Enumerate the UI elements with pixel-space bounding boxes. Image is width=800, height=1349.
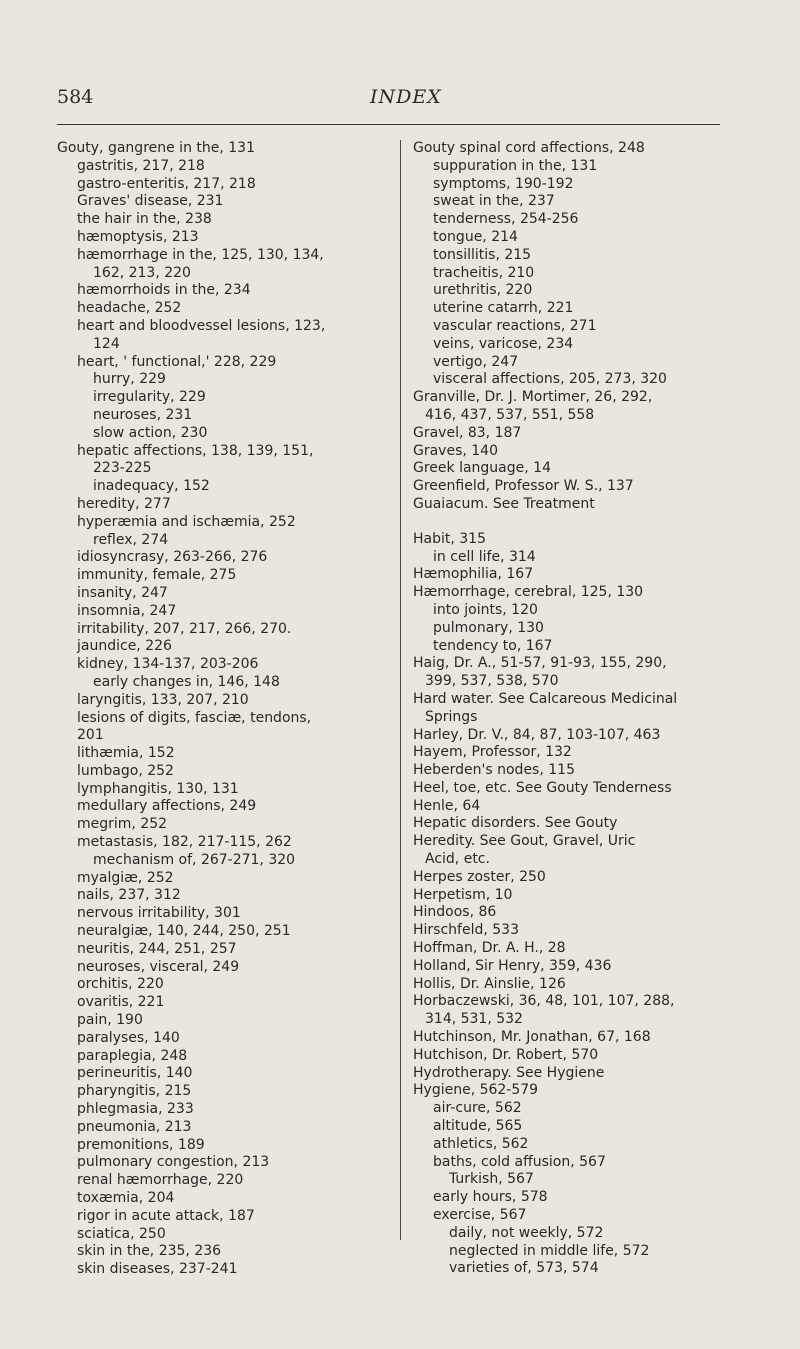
index-subentry: Springs	[425, 708, 478, 725]
index-subentry: neglected in middle life, 572	[449, 1242, 650, 1259]
index-subentry: tongue, 214	[433, 228, 518, 245]
index-subentry: air-cure, 562	[433, 1100, 522, 1117]
index-subentry: kidney, 134-137, 203-206	[77, 656, 259, 673]
index-subentry: in cell life, 314	[433, 548, 536, 565]
index-subentry: phlegmasia, 233	[77, 1101, 194, 1118]
index-subentry: hepatic affections, 138, 139, 151,	[77, 442, 314, 459]
index-subentry: paralyses, 140	[77, 1029, 180, 1046]
index-subentry: vascular reactions, 271	[433, 317, 597, 334]
index-entry: Hæmophilia, 167	[413, 566, 534, 583]
index-subentry: heredity, 277	[77, 495, 171, 512]
index-subentry: headache, 252	[77, 300, 182, 317]
index-subentry: immunity, female, 275	[77, 567, 237, 584]
index-column-left	[57, 140, 397, 1279]
index-subentry: pharyngitis, 215	[77, 1083, 192, 1100]
index-subentry: visceral affections, 205, 273, 320	[433, 371, 667, 388]
index-subentry: jaundice, 226	[77, 638, 172, 655]
index-subentry: varieties of, 573, 574	[449, 1260, 599, 1277]
index-entry: Hutchinson, Mr. Jonathan, 67, 168	[413, 1029, 651, 1046]
index-subentry: skin in the, 235, 236	[77, 1243, 222, 1260]
index-entry: Heberden's nodes, 115	[413, 762, 575, 779]
index-subentry: altitude, 565	[433, 1118, 523, 1135]
index-subentry: neuritis, 244, 251, 257	[77, 940, 237, 957]
index-subentry: daily, not weekly, 572	[449, 1224, 604, 1241]
index-subentry: suppuration in the, 131	[433, 157, 598, 174]
index-subentry: neuralgiæ, 140, 244, 250, 251	[77, 923, 291, 940]
index-entry: Herpetism, 10	[413, 886, 513, 903]
index-subentry: neuroses, visceral, 249	[77, 958, 240, 975]
index-subentry: heart and bloodvessel lesions, 123,	[77, 317, 326, 334]
index-subentry: tenderness, 254-256	[433, 211, 579, 228]
index-subentry: nervous irritability, 301	[77, 905, 241, 922]
index-subentry: vertigo, 247	[433, 353, 519, 370]
index-subentry: veins, varicose, 234	[433, 335, 574, 352]
index-entry: Holland, Sir Henry, 359, 436	[413, 957, 612, 974]
index-entry: Horbaczewski, 36, 48, 101, 107, 288,	[413, 993, 675, 1010]
index-subentry: heart, ' functional,' 228, 229	[77, 353, 277, 370]
index-entry: Hygiene, 562-579	[413, 1082, 539, 1099]
index-subentry: sciatica, 250	[77, 1225, 166, 1242]
index-subentry: hyperæmia and ischæmia, 252	[77, 513, 296, 530]
index-subentry: 124	[93, 335, 120, 352]
index-subentry: athletics, 562	[433, 1135, 529, 1152]
index-subentry: insomnia, 247	[77, 602, 177, 619]
index-entry: Hindoos, 86	[413, 904, 497, 921]
index-subentry: baths, cold affusion, 567	[433, 1153, 606, 1170]
index-subentry: 314, 531, 532	[425, 1011, 523, 1028]
index-subentry: toxæmia, 204	[77, 1190, 175, 1207]
page-title: INDEX	[370, 86, 442, 108]
index-subentry: insanity, 247	[77, 584, 168, 601]
index-subentry: orchitis, 220	[77, 976, 164, 993]
index-subentry: hæmorrhage in the, 125, 130, 134,	[77, 246, 324, 263]
index-entry: Hoffman, Dr. A. H., 28	[413, 940, 566, 957]
index-subentry: lesions of digits, fasciæ, tendons,	[77, 709, 312, 726]
index-subentry: medullary affections, 249	[77, 798, 257, 815]
index-subentry: megrim, 252	[77, 816, 168, 833]
index-subentry: pain, 190	[77, 1012, 143, 1029]
index-entry: Gouty, gangrene in the, 131	[57, 140, 255, 156]
index-subentry: Graves' disease, 231	[77, 193, 224, 210]
index-subentry: 201	[77, 727, 104, 744]
index-subentry: mechanism of, 267-271, 320	[93, 851, 296, 868]
index-subentry: irritability, 207, 217, 266, 270.	[77, 620, 292, 637]
index-subentry: gastro-enteritis, 217, 218	[77, 175, 256, 192]
index-subentry: nails, 237, 312	[77, 887, 181, 904]
index-subentry: pneumonia, 213	[77, 1118, 192, 1135]
index-entry: Heredity. See Gout, Gravel, Uric	[413, 833, 636, 850]
index-subentry: slow action, 230	[93, 424, 208, 441]
index-subentry: reflex, 274	[93, 531, 169, 548]
index-entry: Gravel, 83, 187	[413, 424, 522, 441]
index-entry: Henle, 64	[413, 797, 481, 814]
index-subentry: laryngitis, 133, 207, 210	[77, 691, 249, 708]
index-subentry: Turkish, 567	[449, 1171, 534, 1188]
index-subentry: lymphangitis, 130, 131	[77, 780, 239, 797]
index-entry: Guaiacum. See Treatment	[413, 495, 595, 512]
index-entry: Hæmorrhage, cerebral, 125, 130	[413, 584, 644, 601]
index-subentry: lumbago, 252	[77, 762, 174, 779]
index-subentry: tendency to, 167	[433, 637, 553, 654]
index-subentry: idiosyncrasy, 263-266, 276	[77, 549, 268, 566]
index-entry: Haig, Dr. A., 51-57, 91-93, 155, 290,	[413, 655, 667, 672]
index-entry: Greenfield, Professor W. S., 137	[413, 478, 634, 495]
column-divider	[400, 140, 401, 1240]
index-subentry: irregularity, 229	[93, 389, 206, 406]
index-entry: Greek language, 14	[413, 460, 551, 477]
index-entry: Heel, toe, etc. See Gouty Tenderness	[413, 779, 672, 796]
index-entry: Graves, 140	[413, 442, 498, 459]
index-entry: Herpes zoster, 250	[413, 868, 546, 885]
index-subentry: 162, 213, 220	[93, 264, 191, 281]
index-subentry: the hair in the, 238	[77, 211, 212, 228]
index-subentry: into joints, 120	[433, 601, 538, 618]
index-entry: Harley, Dr. V., 84, 87, 103-107, 463	[413, 726, 661, 743]
index-subentry: premonitions, 189	[77, 1136, 205, 1153]
index-subentry: tonsillitis, 215	[433, 246, 532, 263]
index-subentry: hæmoptysis, 213	[77, 228, 199, 245]
index-subentry: neuroses, 231	[93, 406, 193, 423]
index-subentry: tracheitis, 210	[433, 264, 535, 281]
page-number: 584	[57, 86, 94, 108]
index-entry: Hollis, Dr. Ainslie, 126	[413, 975, 566, 992]
index-subentry: metastasis, 182, 217-115, 262	[77, 834, 292, 851]
index-entry: Hepatic disorders. See Gouty	[413, 815, 618, 832]
index-subentry: sweat in the, 237	[433, 193, 555, 210]
index-entry: Granville, Dr. J. Mortimer, 26, 292,	[413, 389, 653, 406]
index-subentry: ovaritis, 221	[77, 994, 165, 1011]
index-subentry: pulmonary, 130	[433, 619, 544, 636]
index-subentry: myalgiæ, 252	[77, 869, 174, 886]
index-subentry: urethritis, 220	[433, 282, 533, 299]
index-subentry: gastritis, 217, 218	[77, 157, 205, 174]
index-entry: Hydrotherapy. See Hygiene	[413, 1064, 605, 1081]
header-rule	[57, 124, 720, 125]
index-subentry: exercise, 567	[433, 1207, 527, 1224]
index-entry: Hirschfeld, 533	[413, 922, 519, 939]
index-subentry: hæmorrhoids in the, 234	[77, 282, 251, 299]
section-gap	[413, 514, 743, 531]
index-entry: Hutchison, Dr. Robert, 570	[413, 1046, 599, 1063]
index-subentry: hurry, 229	[93, 371, 166, 388]
index-subentry: paraplegia, 248	[77, 1047, 188, 1064]
index-subentry: Acid, etc.	[425, 851, 490, 868]
index-entry: Gouty spinal cord affections, 248	[413, 140, 645, 156]
index-subentry: inadequacy, 152	[93, 478, 210, 495]
index-subentry: uterine catarrh, 221	[433, 300, 574, 317]
index-subentry: rigor in acute attack, 187	[77, 1207, 255, 1224]
index-subentry: 399, 537, 538, 570	[425, 673, 559, 690]
index-subentry: perineuritis, 140	[77, 1065, 193, 1082]
index-entry: Hayem, Professor, 132	[413, 744, 572, 761]
index-subentry: renal hæmorrhage, 220	[77, 1172, 244, 1189]
index-subentry: pulmonary congestion, 213	[77, 1154, 270, 1171]
index-subentry: 416, 437, 537, 551, 558	[425, 406, 595, 423]
index-entry: Habit, 315	[413, 530, 486, 547]
index-subentry: symptoms, 190-192	[433, 175, 574, 192]
index-subentry: skin diseases, 237-241	[77, 1261, 238, 1278]
index-subentry: lithæmia, 152	[77, 745, 175, 762]
index-column-right	[413, 140, 743, 1278]
index-entry: Hard water. See Calcareous Medicinal	[413, 690, 678, 707]
page-header	[0, 86, 800, 116]
index-subentry: early hours, 578	[433, 1189, 548, 1206]
index-subentry: early changes in, 146, 148	[93, 673, 280, 690]
index-subentry: 223-225	[93, 460, 152, 477]
